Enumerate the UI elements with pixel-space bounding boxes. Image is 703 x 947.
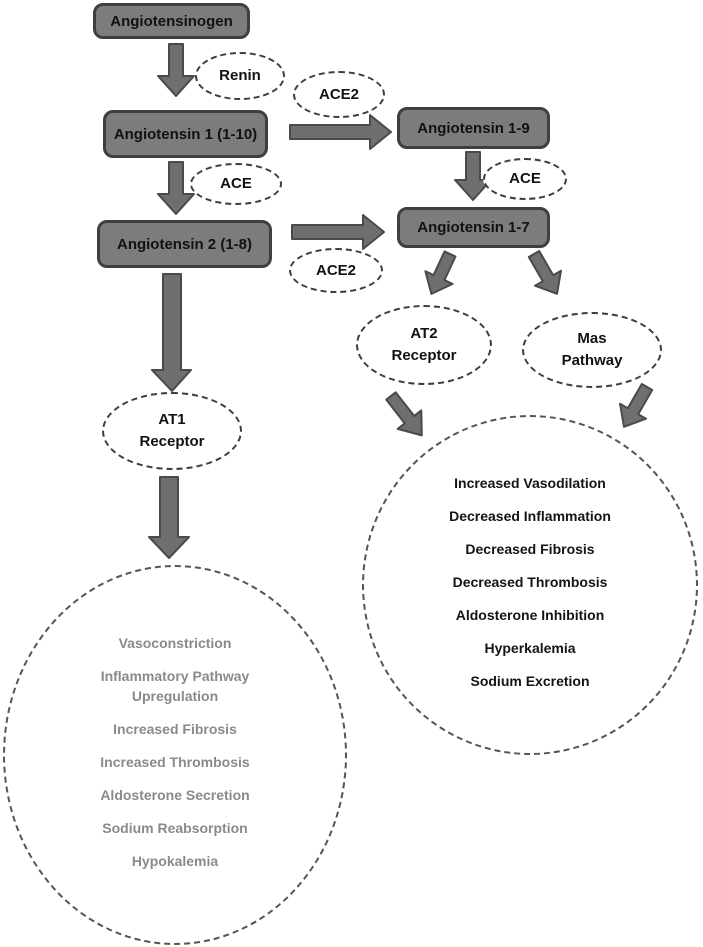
ellipse-ace2-bottom-label: ACE2	[315, 261, 356, 279]
effect-item: Increased Thrombosis	[100, 754, 250, 770]
ellipse-ace-right-label: ACE	[509, 170, 541, 188]
arrow-ang17-to-at2	[418, 248, 464, 301]
ellipse-ace-left	[190, 163, 282, 205]
mas-pathway-line2: Pathway	[561, 352, 623, 369]
box-angiotensin-1-7	[397, 207, 550, 248]
at1-receptor-line2: Receptor	[139, 433, 205, 450]
effect-item: Increased Vasodilation	[454, 475, 606, 491]
effect-item: Decreased Fibrosis	[465, 541, 595, 557]
arrow-at2-to-effects	[379, 387, 433, 445]
box-angiotensin-1-1-10	[103, 110, 268, 158]
effect-item: Sodium Reabsorption	[102, 820, 248, 836]
ellipse-at1-receptor	[102, 392, 242, 470]
ellipse-ace-right	[483, 158, 567, 200]
circle-at1-effects	[3, 565, 347, 945]
box-angiotensin-1-7-label: Angiotensin 1-7	[417, 219, 530, 236]
box-angiotensin-1-1-10-label: Angiotensin 1 (1-10)	[113, 125, 258, 143]
arrow-ang17-to-mas	[521, 247, 570, 302]
ellipse-renin-label: Renin	[219, 67, 261, 85]
effect-item: Vasoconstriction	[118, 635, 232, 651]
arrow-angiotensinogen-to-ang1	[158, 44, 194, 96]
ellipse-ace2-top	[293, 71, 385, 118]
effect-item: Sodium Excretion	[470, 673, 590, 689]
ellipse-at2-receptor	[356, 305, 492, 385]
arrow-ang1-to-ang19	[290, 115, 391, 149]
ellipse-mas-pathway	[522, 312, 662, 388]
ellipse-ace2-bottom	[289, 248, 383, 293]
at1-effects-list	[75, 633, 275, 884]
effect-item: Decreased Thrombosis	[452, 574, 608, 590]
effect-item: Hypokalemia	[131, 853, 219, 869]
box-angiotensin-1-9-label: Angiotensin 1-9	[417, 119, 530, 137]
ellipse-ace-left-label: ACE	[220, 175, 252, 193]
arrow-ang2-to-ang17	[292, 215, 384, 249]
effect-item: Aldosterone Secretion	[100, 787, 250, 803]
box-angiotensin-1-9	[397, 107, 550, 149]
circle-protective-effects	[362, 415, 698, 755]
arrow-ang1-to-ang2	[158, 162, 194, 214]
effect-item: Inflammatory Pathway Upregulation	[100, 668, 250, 704]
at2-receptor-line1: AT2	[410, 325, 438, 343]
box-angiotensin-2-1-8	[97, 220, 272, 268]
arrow-at1-to-effects	[149, 477, 189, 558]
mas-pathway-line1: Mas	[577, 330, 607, 348]
at2-receptor-line2: Receptor	[391, 347, 457, 364]
at1-receptor-line1: AT1	[158, 411, 186, 429]
effect-item: Decreased Inflammation	[449, 508, 611, 524]
ellipse-renin	[195, 52, 285, 100]
arrow-mas-to-effects	[611, 380, 660, 435]
effect-item: Hyperkalemia	[484, 640, 576, 656]
ellipse-ace2-top-label: ACE2	[318, 85, 359, 103]
protective-effects-list	[449, 473, 611, 704]
box-angiotensinogen	[93, 3, 250, 39]
effect-item: Increased Fibrosis	[113, 721, 237, 737]
arrow-ang2-to-at1	[152, 274, 191, 391]
box-angiotensinogen-label: Angiotensinogen	[110, 12, 233, 30]
effect-item: Aldosterone Inhibition	[455, 607, 605, 623]
box-angiotensin-2-1-8-label: Angiotensin 2 (1-8)	[116, 235, 252, 253]
